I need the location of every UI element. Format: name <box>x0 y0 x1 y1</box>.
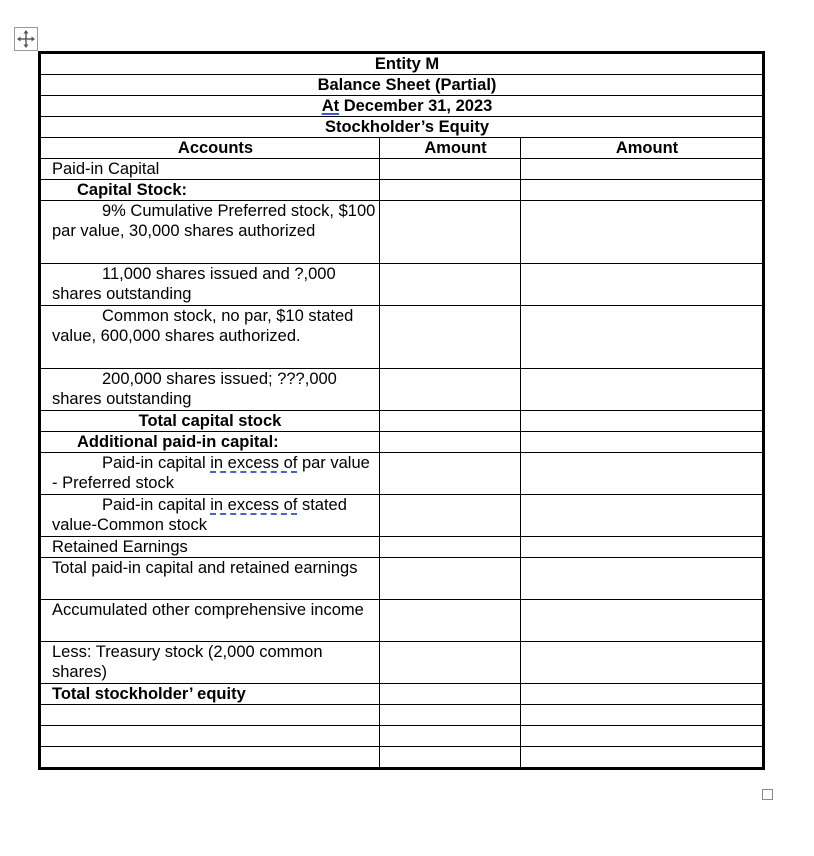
table-move-handle-icon[interactable] <box>14 27 38 51</box>
amount-cell[interactable] <box>521 558 763 600</box>
empty-row-cell[interactable] <box>41 747 380 768</box>
amount-cell[interactable] <box>380 600 521 642</box>
amount-cell[interactable] <box>380 705 521 726</box>
row-common-description <box>41 306 380 369</box>
amount-column-header-2: Amount <box>521 138 763 159</box>
amount-cell[interactable] <box>380 180 521 201</box>
row-treasury-stock: Less: Treasury stock (2,000 common shares) <box>41 642 380 684</box>
amount-cell[interactable] <box>521 411 763 432</box>
pic-common-text-b: in excess of <box>210 496 298 514</box>
amount-cell[interactable] <box>521 705 763 726</box>
amount-cell[interactable] <box>521 159 763 180</box>
amount-cell[interactable] <box>380 306 521 369</box>
amount-cell[interactable] <box>380 747 521 768</box>
amount-cell[interactable] <box>521 369 763 411</box>
empty-row-cell[interactable] <box>41 705 380 726</box>
pic-preferred-text <box>52 453 379 493</box>
pic-preferred-text-c: par value - Preferred stock <box>52 454 370 492</box>
pic-preferred-text-a: Paid-in capital <box>102 454 211 472</box>
row-paid-in-capital: Paid-in Capital <box>41 159 380 180</box>
amount-cell[interactable] <box>521 432 763 453</box>
preferred-shares-text: 11,000 shares issued and ?,000 shares outstanding <box>52 265 336 303</box>
amount-cell[interactable] <box>380 495 521 537</box>
row-preferred-shares <box>41 264 380 306</box>
statement-title: Balance Sheet (Partial) <box>41 75 763 96</box>
pic-common-text-c: stated value-Common stock <box>52 496 347 534</box>
amount-cell[interactable] <box>380 558 521 600</box>
row-pic-common <box>41 495 380 537</box>
row-total-stockholders-equity: Total stockholder’ equity <box>41 684 380 705</box>
amount-cell[interactable] <box>521 495 763 537</box>
amount-cell[interactable] <box>380 453 521 495</box>
amount-cell[interactable] <box>380 159 521 180</box>
amount-column-header-1: Amount <box>380 138 521 159</box>
pic-preferred-text-b: in excess of <box>210 454 298 472</box>
amount-cell[interactable] <box>521 453 763 495</box>
accounts-column-header: Accounts <box>41 138 380 159</box>
empty-row-cell[interactable] <box>41 726 380 747</box>
amount-cell[interactable] <box>380 642 521 684</box>
amount-cell[interactable] <box>521 537 763 558</box>
common-description-text: Common stock, no par, $10 stated value, 600,000 shares authorized. <box>52 307 354 345</box>
common-shares-text: 200,000 shares issued; ???,000 shares outstanding <box>52 370 337 408</box>
amount-cell[interactable] <box>521 747 763 768</box>
amount-cell[interactable] <box>521 264 763 306</box>
amount-cell[interactable] <box>521 726 763 747</box>
amount-cell[interactable] <box>521 306 763 369</box>
row-common-shares <box>41 369 380 411</box>
amount-cell[interactable] <box>380 264 521 306</box>
date-prefix: At <box>321 97 340 115</box>
amount-cell[interactable] <box>521 642 763 684</box>
row-total-pic-and-retained-earnings: Total paid-in capital and retained earnings <box>41 558 380 600</box>
pic-common-text <box>52 495 379 535</box>
amount-cell[interactable] <box>380 432 521 453</box>
statement-date <box>41 96 763 117</box>
row-capital-stock: Capital Stock: <box>41 180 380 201</box>
amount-cell[interactable] <box>521 180 763 201</box>
amount-cell[interactable] <box>521 684 763 705</box>
amount-cell[interactable] <box>380 726 521 747</box>
amount-cell[interactable] <box>380 369 521 411</box>
row-total-capital-stock: Total capital stock <box>41 411 380 432</box>
amount-cell[interactable] <box>521 201 763 264</box>
section-title: Stockholder’s Equity <box>41 117 763 138</box>
amount-cell[interactable] <box>380 537 521 558</box>
amount-cell[interactable] <box>521 600 763 642</box>
pic-common-text-a: Paid-in capital <box>102 496 211 514</box>
entity-name: Entity M <box>41 54 763 75</box>
amount-cell[interactable] <box>380 411 521 432</box>
date-rest: December 31, 2023 <box>339 97 493 115</box>
amount-cell[interactable] <box>380 201 521 264</box>
row-retained-earnings: Retained Earnings <box>41 537 380 558</box>
preferred-description-text: 9% Cumulative Preferred stock, $100 par value, 30,000 shares authorized <box>52 202 376 240</box>
balance-sheet-table <box>40 53 763 768</box>
row-preferred-description <box>41 201 380 264</box>
amount-cell[interactable] <box>380 684 521 705</box>
row-additional-paid-in-capital: Additional paid-in capital: <box>41 432 380 453</box>
table-resize-handle-icon[interactable] <box>762 789 773 800</box>
row-pic-preferred <box>41 453 380 495</box>
row-aoci: Accumulated other comprehensive income <box>41 600 380 642</box>
